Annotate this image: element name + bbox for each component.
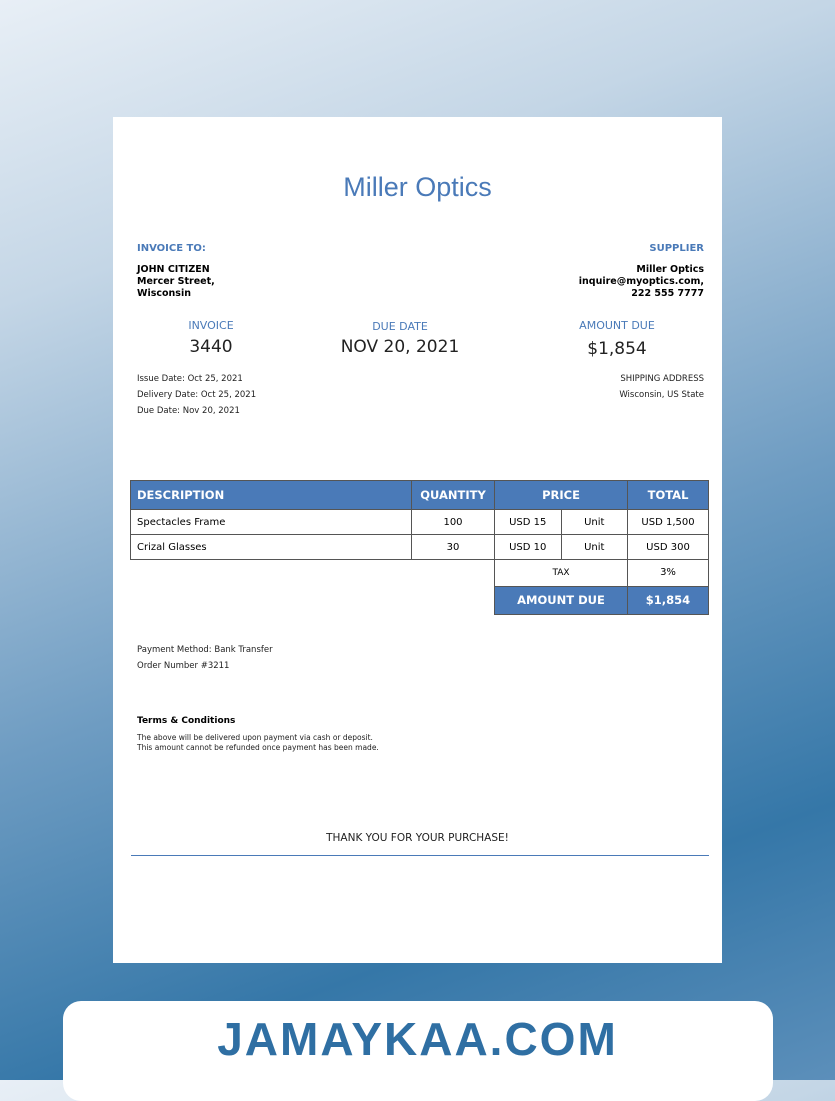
footer-divider <box>131 855 709 856</box>
due-date-value: NOV 20, 2021 <box>340 337 460 357</box>
row-total: USD 300 <box>628 535 709 560</box>
order-number: Order Number #3211 <box>137 661 230 671</box>
thank-you-message: THANK YOU FOR YOUR PURCHASE! <box>326 832 509 844</box>
invoice-to-name: JOHN CITIZEN <box>137 264 210 275</box>
row-quantity: 30 <box>412 535 495 560</box>
header-price: PRICE <box>495 481 628 510</box>
row-quantity: 100 <box>412 510 495 535</box>
row-description: Spectacles Frame <box>131 510 412 535</box>
invoice-to-state: Wisconsin <box>137 288 191 299</box>
row-description: Crizal Glasses <box>131 535 412 560</box>
row-price: USD 15 <box>495 510 562 535</box>
terms-line-1: The above will be delivered upon payment via cash or deposit. <box>137 733 373 742</box>
payment-method: Payment Method: Bank Transfer <box>137 645 273 655</box>
supplier-email: inquire@myoptics.com, <box>578 276 704 287</box>
invoice-to-label: INVOICE TO: <box>137 243 206 254</box>
banner-text: JAMAYKAA.COM <box>217 1013 618 1065</box>
due-date-label: DUE DATE <box>372 320 428 333</box>
tax-row <box>131 560 709 587</box>
amount-due-value: $1,854 <box>587 339 647 359</box>
row-unit: Unit <box>561 535 628 560</box>
amount-due-label: AMOUNT DUE <box>579 319 655 332</box>
delivery-date: Delivery Date: Oct 25, 2021 <box>137 390 257 400</box>
header-quantity: QUANTITY <box>412 481 495 510</box>
supplier-name: Miller Optics <box>636 264 704 275</box>
row-total: USD 1,500 <box>628 510 709 535</box>
invoice-to-street: Mercer Street, <box>137 276 215 287</box>
table-row <box>131 535 709 560</box>
tax-label: TAX <box>495 560 628 587</box>
invoice-number-value: 3440 <box>189 337 233 357</box>
supplier-phone: 222 555 7777 <box>631 288 704 299</box>
shipping-label: SHIPPING ADDRESS <box>620 374 704 384</box>
items-table <box>130 480 709 615</box>
header-description: DESCRIPTION <box>131 481 412 510</box>
terms-title: Terms & Conditions <box>137 716 236 726</box>
issue-date: Issue Date: Oct 25, 2021 <box>137 374 243 384</box>
shipping-value: Wisconsin, US State <box>619 390 704 400</box>
row-unit: Unit <box>561 510 628 535</box>
invoice-number-label: INVOICE <box>188 319 234 332</box>
table-header-row <box>131 481 709 510</box>
table-row <box>131 510 709 535</box>
amount-due-row <box>131 586 709 614</box>
tax-value: 3% <box>628 560 709 587</box>
company-title: Miller Optics <box>343 172 492 202</box>
amount-due-total-value: $1,854 <box>628 586 709 614</box>
supplier-label: SUPPLIER <box>649 243 704 254</box>
terms-line-2: This amount cannot be refunded once payment has been made. <box>137 743 379 752</box>
row-price: USD 10 <box>495 535 562 560</box>
header-total: TOTAL <box>628 481 709 510</box>
amount-due-total-label: AMOUNT DUE <box>495 586 628 614</box>
due-date: Due Date: Nov 20, 2021 <box>137 406 240 416</box>
